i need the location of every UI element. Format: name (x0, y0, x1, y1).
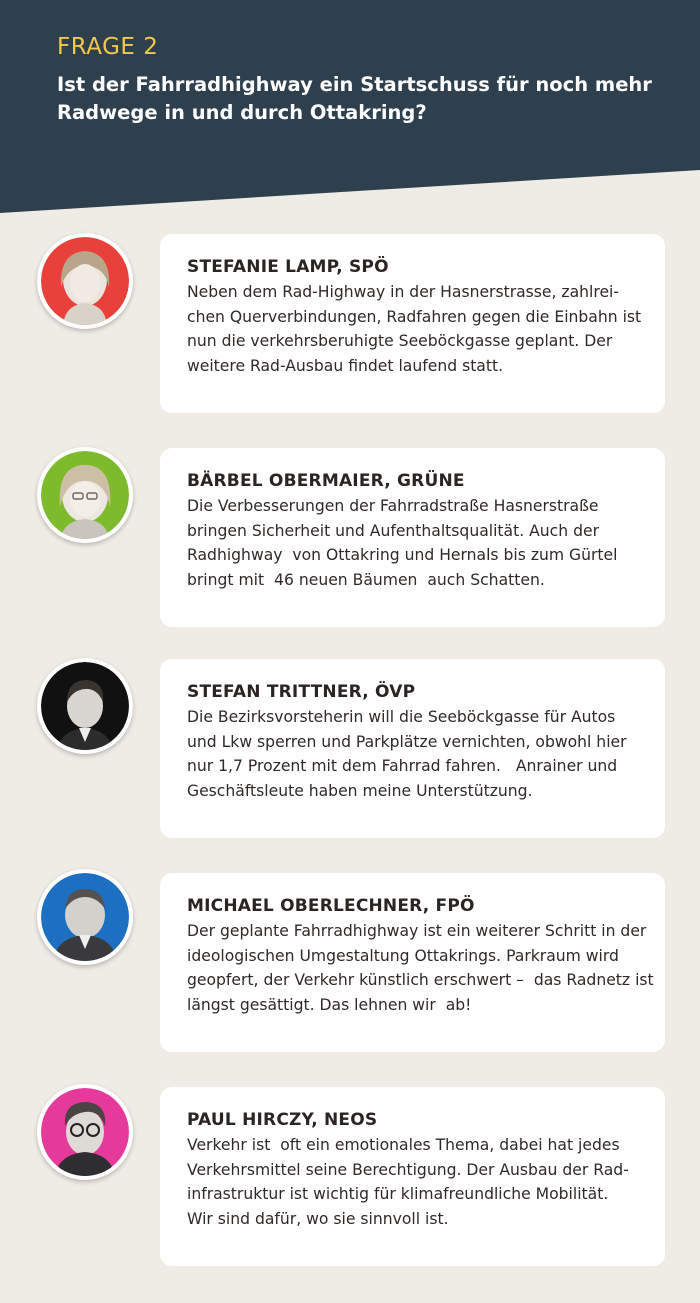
answer-text-line: Geschäftsleute haben meine Unterstützung. (187, 781, 533, 800)
answer-text-line: nur 1,7 Prozent mit dem Fahrrad fahren. Anrainer und (187, 757, 618, 775)
question-title (57, 71, 657, 127)
answer-text-line: Radhighway von Ottakring und Hernals bis zum Gürtel (187, 546, 618, 564)
question-number: FRAGE 2 (57, 34, 159, 60)
answer-card (160, 448, 665, 627)
answer-text-line: Der geplante Fahrradhighway ist ein weiterer Schritt in der (187, 922, 647, 940)
question-line: Ist der Fahrradhighway ein Startschuss für noch mehr (57, 73, 652, 96)
avatar-baerbel-obermaier (37, 447, 133, 543)
avatar-michael-oberlechner (37, 869, 133, 965)
answer-text-line: geopfert, der Verkehr künstlich erschwert – das Radnetz ist (187, 971, 654, 989)
avatar-paul-hirczy (37, 1084, 133, 1180)
answer-text-line: Neben dem Rad-Highway in der Hasnerstrasse, zahlrei- (187, 283, 620, 301)
answer-text-line: Verkehrsmittel seine Berechtigung. Der Ausbau der Rad- (187, 1160, 629, 1179)
portrait-icon (41, 237, 129, 325)
avatar-stefanie-lamp (37, 233, 133, 329)
avatar-stefan-trittner (37, 658, 133, 754)
answer-card (160, 873, 665, 1052)
answer-text-line: längst gesättigt. Das lehnen wir ab! (187, 995, 472, 1014)
speaker-name: STEFAN TRITTNER, ÖVP (187, 682, 416, 702)
portrait-icon (41, 662, 129, 750)
answer-text-line: Verkehr ist oft ein emotionales Thema, dabei hat jedes (187, 1136, 620, 1154)
speaker-name: PAUL HIRCZY, NEOS (187, 1110, 378, 1130)
answer-text-line: infrastruktur ist wichtig für klimafreundliche Mobilität. (187, 1185, 609, 1203)
answer-card (160, 234, 665, 413)
answer-text-line: Die Bezirksvorsteherin will die Seeböckgasse für Autos (187, 708, 616, 726)
answer-text-line: ideologischen Umgestaltung Ottakrings. Parkraum wird (187, 946, 619, 965)
speaker-name: BÄRBEL OBERMAIER, GRÜNE (187, 471, 465, 491)
speaker-name: MICHAEL OBERLECHNER, FPÖ (187, 896, 475, 916)
answer-card (160, 1087, 665, 1266)
answer-text-line: bringt mit 46 neuen Bäumen auch Schatten. (187, 570, 545, 589)
answer-text-line: weitere Rad-Ausbau findet laufend statt. (187, 356, 504, 375)
answer-text-line: Die Verbesserungen der Fahrradstraße Hasnerstraße (187, 497, 599, 515)
question-line: Radwege in und durch Ottakring? (57, 101, 427, 124)
answer-text-line: und Lkw sperren und Parkplätze vernichten, obwohl hier (187, 732, 627, 751)
answer-text-line: chen Querverbindungen, Radfahren gegen die Einbahn ist (187, 307, 642, 326)
portrait-icon (41, 1088, 129, 1176)
answer-text-line: nun die verkehrsberuhigte Seeböckgasse geplant. Der (187, 332, 613, 350)
answer-text-line: Wir sind dafür, wo sie sinnvoll ist. (187, 1209, 449, 1228)
portrait-icon (41, 451, 129, 539)
answer-card (160, 659, 665, 838)
portrait-icon (41, 873, 129, 961)
speaker-name: STEFANIE LAMP, SPÖ (187, 257, 389, 277)
answer-text-line: bringen Sicherheit und Aufenthaltsqualität. Auch der (187, 521, 599, 540)
